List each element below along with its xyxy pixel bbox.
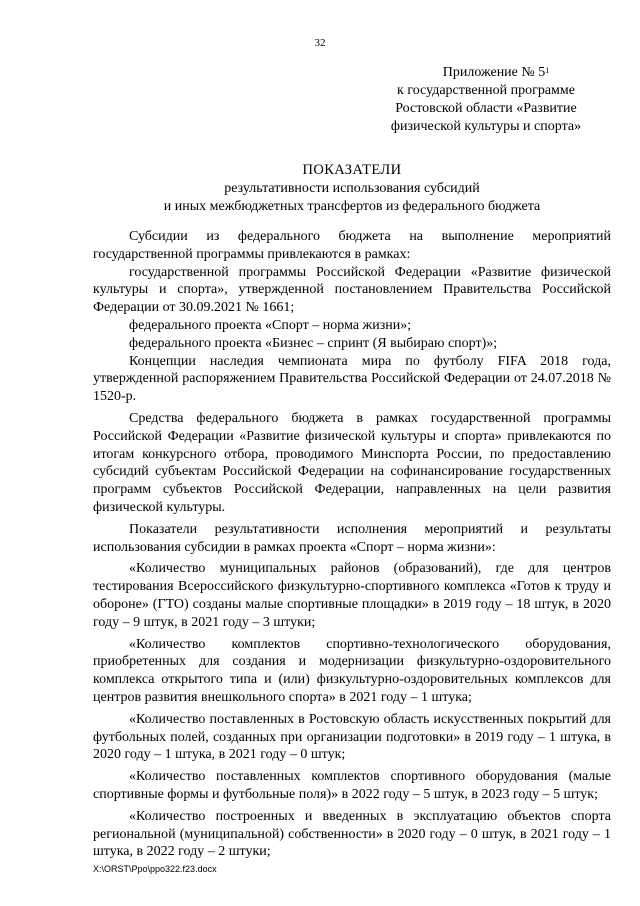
appendix-line: Ростовской области «Развитие (395, 101, 577, 116)
appendix-line: к государственной программе (397, 83, 575, 98)
paragraph: государственной программы Российской Федерации «Развитие физической культуры и спорта», утвержденной постановлением Правительства Российской Федерации от 30.09.2021 № 1661; (93, 264, 611, 316)
file-path-footer: X:\ORST\Ppo\ppo322.f23.docx (93, 864, 217, 874)
paragraph: федерального проекта «Бизнес – спринт (Я выбираю спорт)»; (129, 335, 498, 351)
paragraph: Субсидии из федерального бюджета на выполнение мероприятий государственной программы привлекаются в рамках: (93, 229, 611, 262)
paragraph: Показатели результативности исполнения мероприятий и результаты использования субсидии в рамках проекта «Спорт – норма жизни»: (93, 521, 611, 555)
paragraph: «Количество поставленных в Ростовскую область искусственных покрытий для футбольных полей, созданных при организации подготовки» в 2019 году – 1 штука, в 2020 году – 1 штука, в 2021 году – 0 штук; (93, 711, 611, 763)
page-number: 32 (314, 37, 326, 49)
paragraph: «Количество комплектов спортивно-технологического оборудования, приобретенных для создания и модернизации физкультурно-оздоровительного комплекса открытого типа и (или) физкультурно-оздоровительных комплексов для центров развития внешкольного спорта» в 2021 году – 1 штука; (93, 636, 611, 705)
heading-subtitle-line-2: и иных межбюджетных трансфертов из федерального бюджета (163, 199, 541, 214)
document-heading (93, 162, 611, 216)
document-body (93, 228, 611, 861)
appendix-title (366, 64, 606, 82)
appendix-line: физической культуры и спорта» (390, 119, 582, 134)
appendix-superscript: 1 (545, 66, 550, 75)
heading-title: ПОКАЗАТЕЛИ (302, 162, 402, 178)
appendix-title-text: Приложение № 5 (442, 65, 546, 80)
appendix-header (366, 64, 606, 136)
heading-subtitle-line-1: результативности использования субсидий (224, 181, 480, 196)
paragraph: Концепции наследия чемпионата мира по футболу FIFA 2018 года, утвержденной распоряжением Правительства Российской Федерации от 24.07.2018 № 1520-р. (93, 353, 611, 405)
paragraph: Средства федерального бюджета в рамках государственной программы Российской Федерации «Развитие физической культуры и спорта» привлекаются по итогам конкурсного отбора, проводимого Минспорта России, по предоставлению субсидий субъектам Российской Федерации на софинансирование государственных программ субъектов Российской Федерации, направленных на цели развития физической культуры. (93, 410, 611, 515)
paragraph: «Количество построенных и введенных в эксплуатацию объектов спорта региональной (муниципальной) собственности» в 2020 году – 0 штук, в 2021 году – 1 штука, в 2022 году – 2 штуки; (93, 808, 611, 860)
paragraph: федерального проекта «Спорт – норма жизни»; (129, 317, 412, 333)
paragraph: «Количество поставленных комплектов спортивного оборудования (малые спортивные формы и футбольные поля)» в 2022 году – 5 штук, в 2023 году – 5 штук; (93, 769, 611, 802)
paragraph: «Количество муниципальных районов (образований), где для центров тестирования Всероссийского физкультурно-спортивного комплекса «Готов к труду и обороне» (ГТО) созданы малые спортивные площадки» в 2019 году – 18 штук, в 2020 году – 9 штук, в 2021 году – 3 штуки; (93, 561, 611, 630)
